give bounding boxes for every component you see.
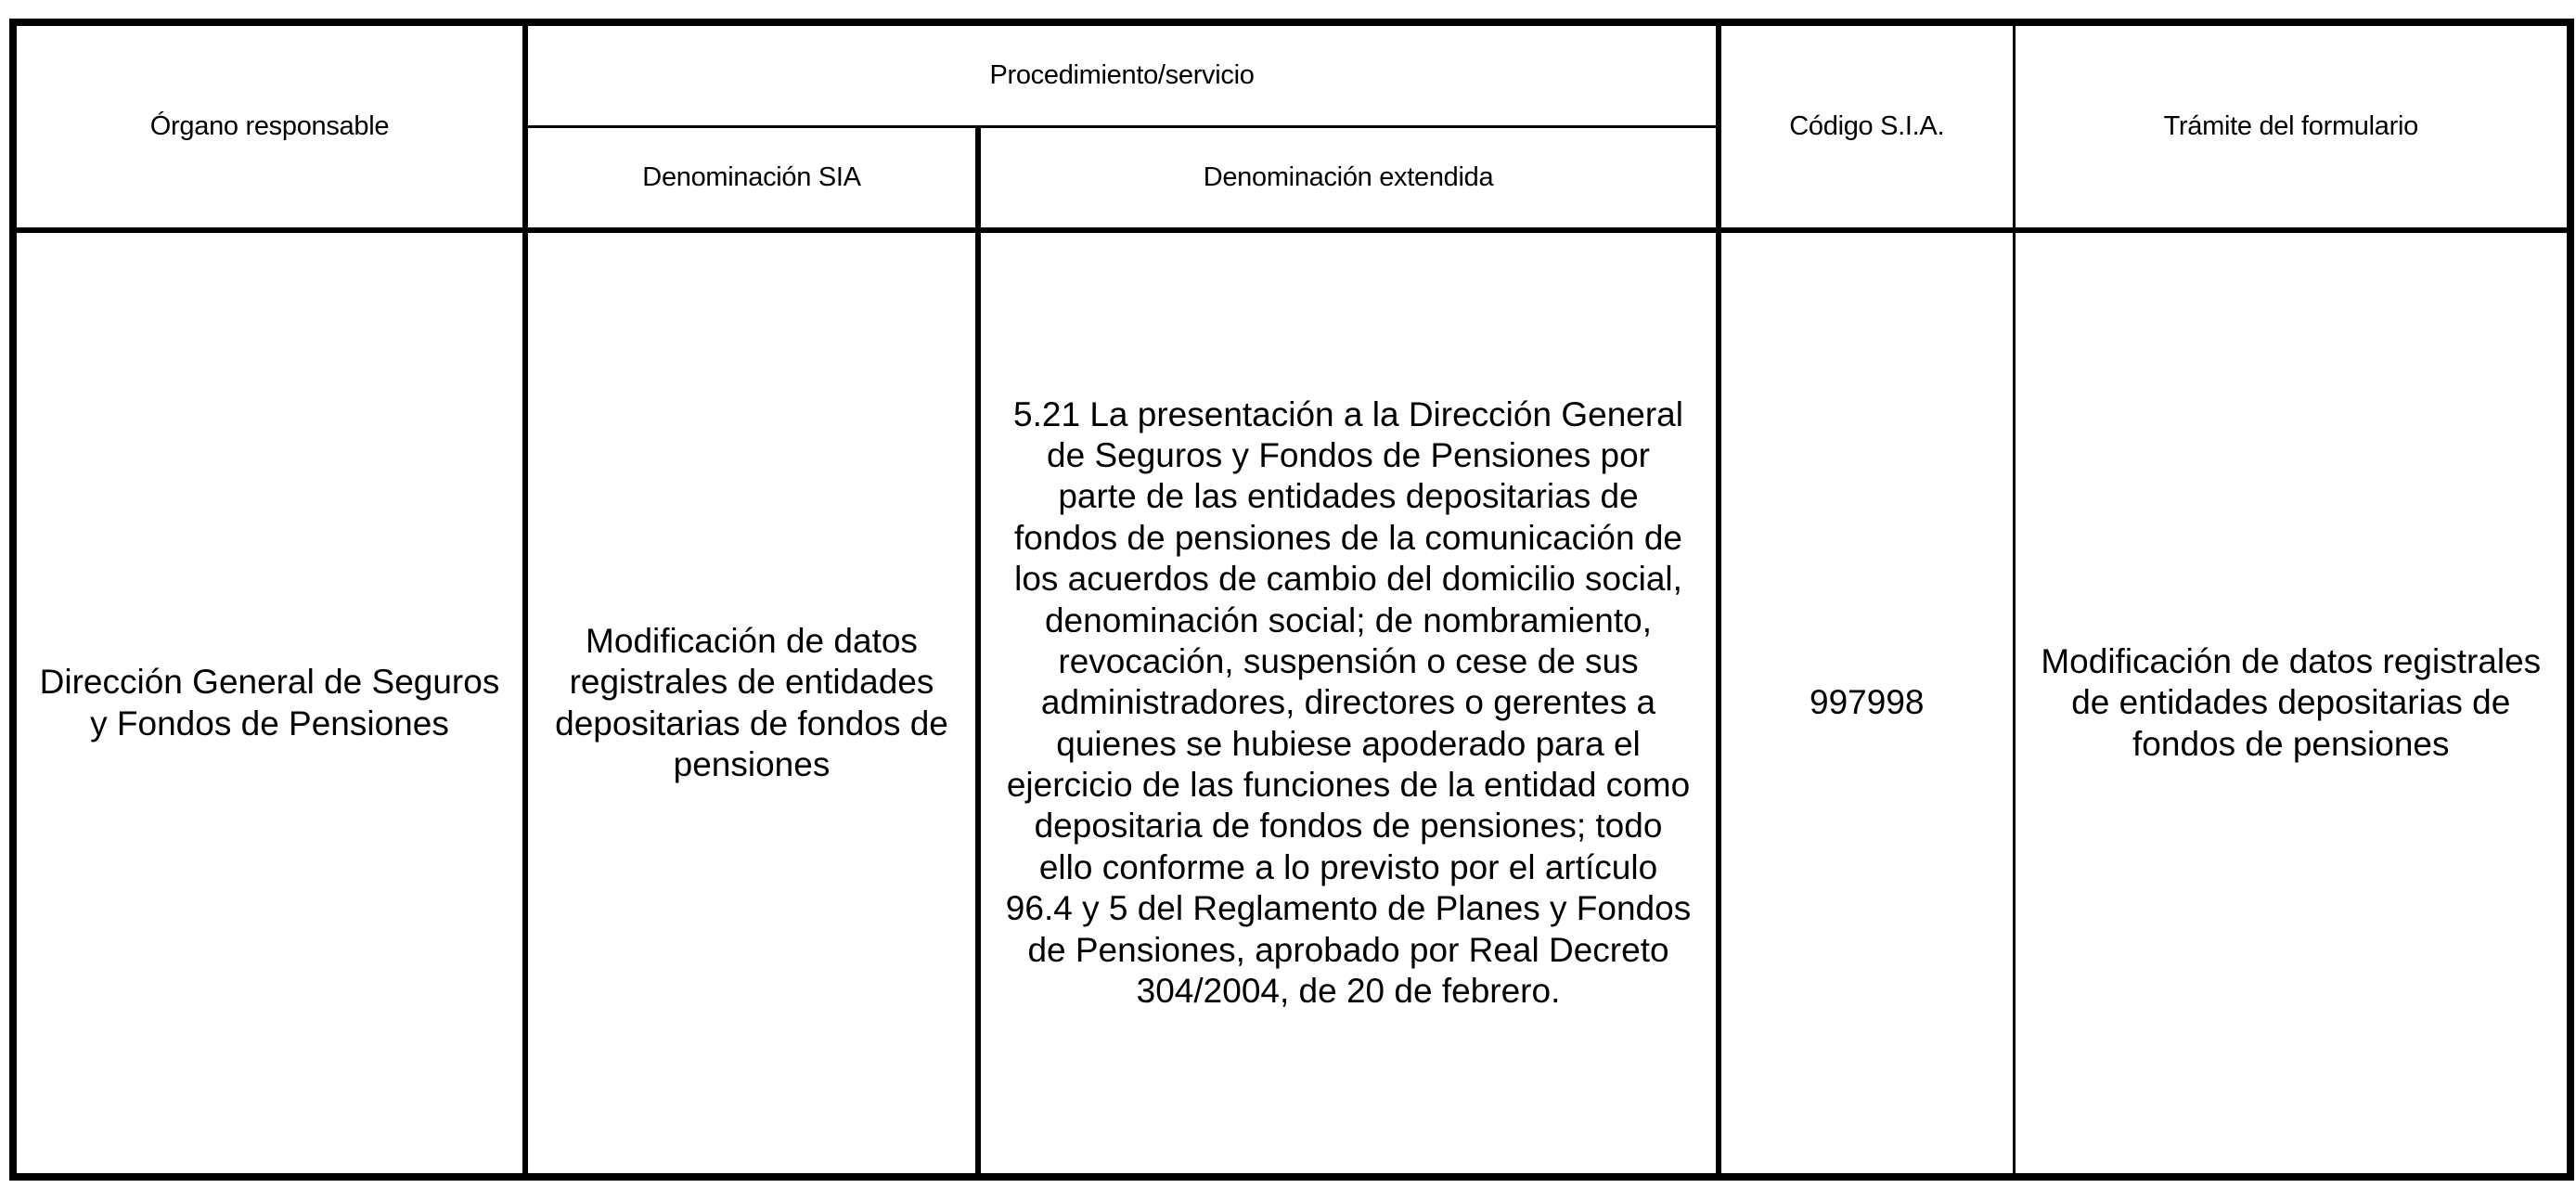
- cell-organo-responsable: Dirección General de Seguros y Fondos de Pensiones: [13, 230, 525, 1177]
- table-row: [13, 230, 2570, 1177]
- header-organo-responsable: Órgano responsable: [13, 22, 525, 230]
- cell-denominacion-sia: Modificación de datos registrales de entidades depositarias de fondos de pensiones: [525, 230, 978, 1177]
- header-denominacion-sia: Denominación SIA: [525, 126, 978, 230]
- cell-denominacion-extendida: 5.21 La presentación a la Dirección General de Seguros y Fondos de Pensiones por parte de las entidades depositarias de fondos de pensiones de la comunicación de los acuerdos de cambio del domicilio social, denominación social; de nombramiento, revocación, suspensión o cese de sus administradores, directores o gerentes a quienes se hubiese apoderado para el ejercicio de las funciones de la entidad como depositaria de fondos de pensiones; todo ello conforme a lo previsto por el artículo 96.4 y 5 del Reglamento de Planes y Fondos de Pensiones, aprobado por Real Decreto 304/2004, de 20 de febrero.: [978, 230, 1719, 1177]
- header-row-top: [13, 22, 2570, 126]
- procedure-table: [9, 19, 2574, 1181]
- cell-codigo-sia: 997998: [1719, 230, 2014, 1177]
- header-procedimiento-servicio: Procedimiento/servicio: [525, 22, 1719, 126]
- cell-tramite-formulario: Modificación de datos registrales de entidades depositarias de fondos de pensiones: [2014, 230, 2570, 1177]
- header-codigo-sia: Código S.I.A.: [1719, 22, 2014, 230]
- header-tramite-formulario: Trámite del formulario: [2014, 22, 2570, 230]
- header-denominacion-extendida: Denominación extendida: [978, 126, 1719, 230]
